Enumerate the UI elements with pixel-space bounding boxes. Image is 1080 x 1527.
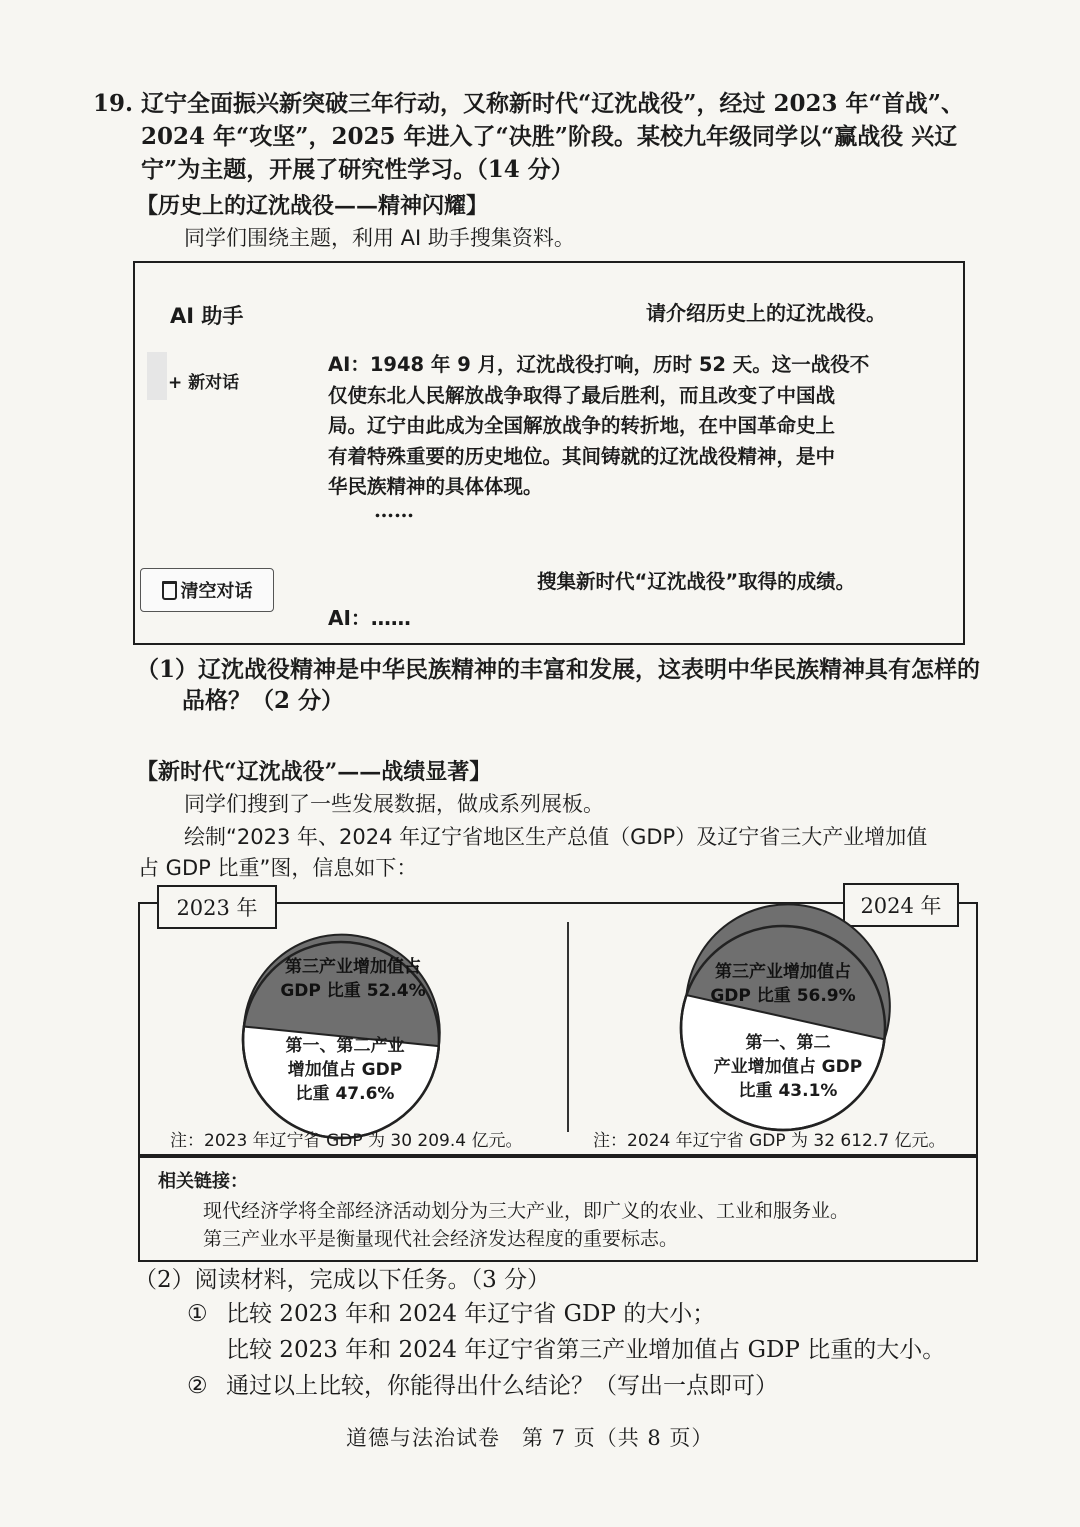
section-2-intro-1: 同学们搜到了一些发展数据，做成系列展板。 bbox=[184, 792, 604, 816]
label-line: 第一、第二 bbox=[745, 1033, 831, 1053]
ai-reply-line: 局。辽宁由此成为全国解放战争的转折地，在中国革命史上 bbox=[328, 414, 836, 437]
ai-reply-line: AI：1948 年 9 月，辽沈战役打响，历时 52 天。这一战役不 bbox=[328, 353, 870, 376]
ai-reply-line: 仅使东北人民解放战争取得了最后胜利，而且改变了中国战 bbox=[328, 383, 836, 407]
clear-chat-button[interactable] bbox=[140, 568, 274, 612]
ai-reply-2: AI：…… bbox=[328, 606, 411, 630]
related-line-1: 现代经济学将全部经济活动划分为三大产业，即广义的农业、工业和服务业。 bbox=[203, 1200, 850, 1222]
item-1-mark: ① bbox=[187, 1301, 208, 1327]
label-line: 产业增加值占 GDP bbox=[713, 1057, 863, 1077]
pie-charts-svg bbox=[138, 902, 974, 1152]
new-chat-button[interactable]: + 新对话 bbox=[168, 373, 240, 393]
section-2-title: 【新时代“辽沈战役”——战绩显著】 bbox=[136, 759, 492, 785]
ai-reply-line: 有着特殊重要的历史地位。其间铸就的辽沈战役精神，是中 bbox=[328, 444, 836, 468]
pie-2023-tertiary-label bbox=[258, 955, 448, 1003]
ai-app-title: AI 助手 bbox=[170, 304, 244, 328]
trash-icon bbox=[162, 581, 177, 600]
question-line-1: 辽宁全面振兴新突破三年行动，又称新时代“辽沈战役”，经过 2023 年“首战”、 bbox=[141, 90, 964, 117]
label-line: 第三产业增加值占 bbox=[285, 957, 421, 977]
label-line: 第三产业增加值占 bbox=[715, 962, 851, 982]
pie-2024-tertiary-label bbox=[688, 960, 878, 1008]
year-tab-2023: 2023 年 bbox=[157, 885, 277, 929]
sub-question-1-line-1: （1）辽沈战役精神是中华民族精神的丰富和发展，这表明中华民族精神具有怎样的 bbox=[136, 656, 981, 683]
question-line-3: 宁”为主题，开展了研究性学习。（14 分） bbox=[141, 156, 574, 183]
label-line: 比重 47.6% bbox=[295, 1084, 395, 1104]
pie-2024-other-label bbox=[693, 1031, 883, 1103]
ai-reply-line: 华民族精神的具体体现。 bbox=[328, 475, 543, 498]
question-line-2: 2024 年“攻坚”，2025 年进入了“决胜”阶段。某校九年级同学以“赢战役 兴辽 bbox=[141, 123, 958, 150]
related-title: 相关链接： bbox=[158, 1171, 248, 1192]
note-2024: 注：2024 年辽宁省 GDP 为 32 612.7 亿元。 bbox=[593, 1131, 946, 1151]
ai-reply-1 bbox=[328, 350, 869, 503]
pie-2023-other-label bbox=[250, 1034, 440, 1106]
label-line: 比重 43.1% bbox=[738, 1081, 838, 1101]
sub-question-2-title: （2）阅读材料，完成以下任务。（3 分） bbox=[134, 1267, 551, 1293]
note-2023: 注：2023 年辽宁省 GDP 为 30 209.4 亿元。 bbox=[170, 1131, 523, 1151]
label-line: GDP 比重 56.9% bbox=[710, 986, 856, 1006]
section-1-title: 【历史上的辽沈战役——精神闪耀】 bbox=[136, 193, 489, 219]
item-1-line-1: 比较 2023 年和 2024 年辽宁省 GDP 的大小； bbox=[226, 1301, 716, 1327]
related-line-2: 第三产业水平是衡量现代社会经济发达程度的重要标志。 bbox=[203, 1228, 679, 1250]
section-2-intro-2: 绘制“2023 年、2024 年辽宁省地区生产总值（GDP）及辽宁省三大产业增加值 bbox=[184, 825, 928, 849]
page-footer: 道德与法治试卷 第 7 页（共 8 页） bbox=[346, 1426, 714, 1450]
item-2-mark: ② bbox=[187, 1373, 208, 1399]
item-1-line-2: 比较 2023 年和 2024 年辽宁省第三产业增加值占 GDP 比重的大小。 bbox=[226, 1337, 946, 1363]
ai-ellipsis: …… bbox=[374, 498, 414, 522]
user-message-1: 请介绍历史上的辽沈战役。 bbox=[646, 301, 886, 325]
label-line: 第一、第二产业 bbox=[285, 1036, 405, 1056]
question-number: 19. bbox=[93, 90, 134, 117]
item-2-text: 通过以上比较，你能得出什么结论？（写出一点即可） bbox=[226, 1373, 778, 1399]
section-1-intro: 同学们围绕主题，利用 AI 助手搜集资料。 bbox=[184, 226, 575, 250]
section-2-intro-3: 占 GDP 比重”图，信息如下： bbox=[138, 856, 418, 880]
sub-question-1-line-2: 品格？（2 分） bbox=[182, 687, 345, 714]
sidebar-highlight bbox=[147, 352, 167, 400]
label-line: GDP 比重 52.4% bbox=[280, 981, 426, 1001]
user-message-2: 搜集新时代“辽沈战役”取得的成绩。 bbox=[537, 570, 856, 593]
label-line: 增加值占 GDP bbox=[287, 1060, 403, 1080]
year-tab-2024: 2024 年 bbox=[843, 883, 959, 927]
clear-chat-label: 清空对话 bbox=[180, 581, 253, 602]
